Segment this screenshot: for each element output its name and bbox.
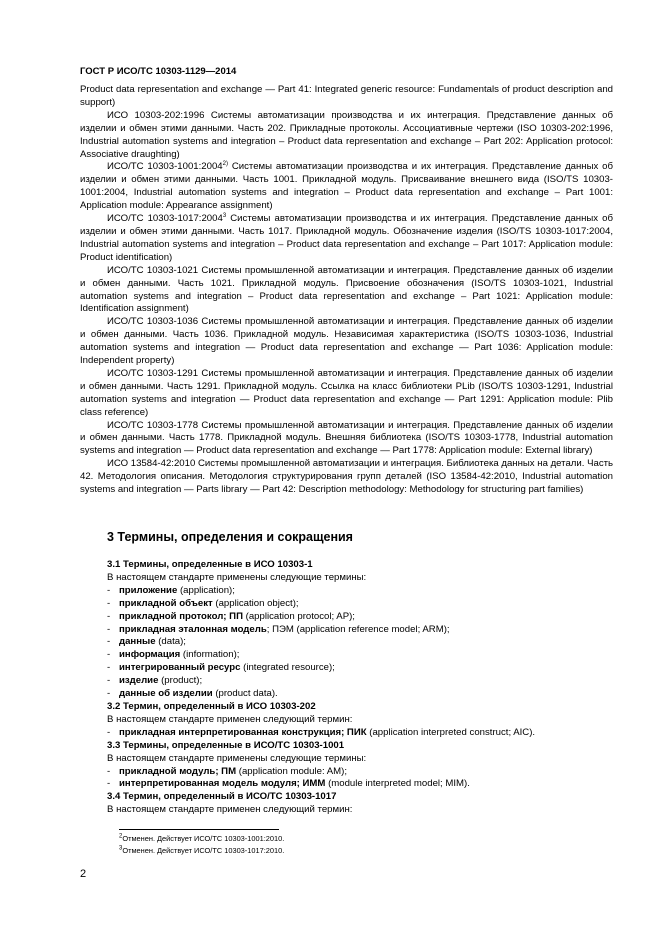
paragraph-text: ИСО/ТС 10303-1778 Системы промышленной автоматизации и интеграция. Представление данных об изделии и обмен данными. Часть 1778. Прикладной модуль. Внешняя библиотека (ISO/TS 10303-1778, Industrial automation systems and integration — Product data representation and exchange — Part 1778: Application module: External library) <box>80 419 613 457</box>
list-dash: - <box>107 778 111 790</box>
reference-paragraph <box>80 420 613 459</box>
list-dash: - <box>107 649 111 661</box>
footnote-ref: 2) <box>222 161 228 168</box>
term-item <box>107 766 614 779</box>
term-item <box>107 727 614 740</box>
paragraph-text: ИСО/ТС 10303-1017:2004 <box>107 213 223 225</box>
footnote-separator <box>119 829 279 830</box>
terms-section <box>107 559 614 817</box>
footnote-mark: 3 <box>119 845 123 852</box>
footnote-3 <box>119 846 284 855</box>
paragraph-text-cont: Системы автоматизации производства и их интеграция. Представление данных об изделии и обмен этими данными. Часть 1017. Прикладной модуль. Обозначение изделия (ISO/TS 10303-1017:2004, Industrial automation systems and integration – Product data representation and exchange – Part 1017: Application module: Product identification) <box>80 213 613 263</box>
page-number: 2 <box>80 868 87 880</box>
paragraph-text-cont: Системы автоматизации производства и их интеграция. Представление данных об изделии и обмен этими данными. Часть 1001. Прикладной модуль. Присваивание внешнего вида (ISO/TS 10303-1001:2004, Industrial automation systems and integration – Product data representation and exchange – Part 1001: Application module: Appearance assignment) <box>80 161 613 212</box>
term-item <box>107 598 614 611</box>
list-dash: - <box>107 610 111 622</box>
term-item <box>107 585 614 598</box>
footnote-text: Отменен. Действует ИСО/ТС 10303-1001:2010. <box>122 834 285 843</box>
list-dash: - <box>107 584 111 596</box>
term-name: прикладной объект <box>119 597 213 609</box>
term-english: (information); <box>180 649 240 661</box>
reference-paragraph <box>80 265 613 317</box>
list-dash: - <box>107 675 111 687</box>
term-english: (data); <box>155 636 186 648</box>
term-item <box>107 636 614 649</box>
subsection-intro: В настоящем стандарте применены следующие термины: <box>107 571 367 583</box>
reference-paragraph <box>80 316 613 368</box>
reference-paragraph <box>80 213 613 265</box>
subsection-intro: В настоящем стандарте применен следующий термин: <box>107 804 353 816</box>
term-english: (application); <box>177 584 235 596</box>
list-dash: - <box>107 623 111 635</box>
term-english: (product); <box>158 675 203 687</box>
term-name: интегрированный ресурс <box>119 662 241 674</box>
term-item <box>107 688 614 701</box>
paragraph-text: ИСО/ТС 10303-1001:2004 <box>107 161 223 173</box>
term-item <box>107 649 614 662</box>
paragraph-text: ИСО 10303-202:1996 Системы автоматизации производства и их интеграция. Представление данных об изделии и обмен этими данными. Часть 202. Прикладные протоколы. Ассоциативные чертежи (ISO 10303-202:1996, Industrial automation systems and integration – Product data representation and exchange – Part 202: Application protocol: Associative draughting) <box>80 109 613 160</box>
reference-paragraph <box>80 368 613 420</box>
term-item <box>107 675 614 688</box>
reference-paragraph <box>80 161 613 213</box>
normative-references <box>80 84 613 497</box>
document-header: ГОСТ Р ИСО/ТС 10303-1129—2014 <box>80 66 237 77</box>
paragraph-text: ИСО 13584-42:2010 Системы промышленной автоматизации и интеграция. Библиотека данных на детали. Часть 42. Методология описания. Методология структурирования групп деталей (ISO 13584-42:2010, Industrial automation systems and integration — Parts library — Part 42: Description methodology: Methodology for structuring part families) <box>80 458 614 496</box>
term-english: (product data). <box>212 688 278 700</box>
term-english: ; ПЭМ (application reference model; ARM); <box>266 623 450 635</box>
subsection-title: 3.2 Термин, определенный в ИСО 10303-202 <box>107 700 316 712</box>
term-item <box>107 778 614 791</box>
list-dash: - <box>107 765 111 777</box>
term-english: (application object); <box>212 597 299 609</box>
term-english: (module interpreted model; MIM). <box>325 778 470 790</box>
term-name: прикладной протокол; ПП <box>119 610 243 622</box>
list-dash: - <box>107 662 111 674</box>
list-dash: - <box>107 688 111 700</box>
list-dash: - <box>107 597 111 609</box>
footnote-text: Отменен. Действует ИСО/ТС 10303-1017:2010. <box>122 846 285 855</box>
subsection-intro: В настоящем стандарте применен следующий термин: <box>107 713 353 725</box>
footnote-mark: 2 <box>119 833 123 840</box>
term-english: (application interpreted construct; AIC). <box>366 726 536 738</box>
term-english: (application protocol; AP); <box>242 610 355 622</box>
subsection-title: 3.1 Термины, определенные в ИСО 10303-1 <box>107 559 313 570</box>
section-title: 3 Термины, определения и сокращения <box>107 530 353 544</box>
reference-paragraph <box>80 458 613 497</box>
term-name: данные <box>119 636 156 648</box>
paragraph-text: Product data representation and exchange — Part 41: Integrated generic resource: Fundamentals of product description and support) <box>80 84 613 108</box>
term-english: (application module: AM); <box>236 765 347 777</box>
term-name: прикладной модуль; ПМ <box>119 765 237 777</box>
list-dash: - <box>107 636 111 648</box>
term-item <box>107 662 614 675</box>
term-english: (integrated resource); <box>240 662 335 674</box>
term-name: данные об изделии <box>119 688 213 700</box>
term-item <box>107 624 614 637</box>
term-name: прикладная интерпретированная конструкция; ПИК <box>119 726 367 738</box>
footnote-ref: 3 <box>222 212 227 219</box>
term-name: прикладная эталонная модель <box>119 623 267 635</box>
term-name: изделие <box>119 675 159 687</box>
subsection-intro: В настоящем стандарте применены следующие термины: <box>107 752 367 764</box>
paragraph-text: ИСО/ТС 10303-1291 Системы промышленной автоматизации и интеграция. Представление данных об изделии и обмен данными. Часть 1291. Прикладной модуль. Ссылка на класс библиотеки PLib (ISO/TS 10303-1291, Industrial automation systems and integration — Product data representation and exchange — Part 1291: Application module: Plib class reference) <box>80 367 613 418</box>
term-name: приложение <box>119 584 178 596</box>
list-dash: - <box>107 726 111 738</box>
subsection-title: 3.3 Термины, определенные в ИСО/ТС 10303-1001 <box>107 739 345 751</box>
paragraph-text: ИСО/ТС 10303-1021 Системы промышленной автоматизации и интеграция. Представление данных об изделии и обмен данными. Часть 1021. Прикладной модуль. Присвоение обозначения (ISO/TS 10303-1021, Industrial automation systems and integration – Product data representation and exchange – Part 1021: Application module: Identification assignment) <box>80 264 613 315</box>
paragraph-text: ИСО/ТС 10303-1036 Системы промышленной автоматизации и интеграция. Представление данных об изделии и обмен данными. Часть 1036. Прикладной модуль. Независимая характеристика (ISO/TS 10303-1036, Industrial automation systems and integration — Product data representation and exchange — Part 1036: Application module: Independent property) <box>80 316 613 367</box>
reference-paragraph <box>80 84 613 110</box>
term-item <box>107 611 614 624</box>
term-name: интерпретированная модель модуля; ИММ <box>119 778 326 790</box>
footnote-2 <box>119 834 284 843</box>
reference-paragraph <box>80 110 613 162</box>
term-name: информация <box>119 649 181 661</box>
subsection-title: 3.4 Термин, определенный в ИСО/ТС 10303-1017 <box>107 791 337 803</box>
